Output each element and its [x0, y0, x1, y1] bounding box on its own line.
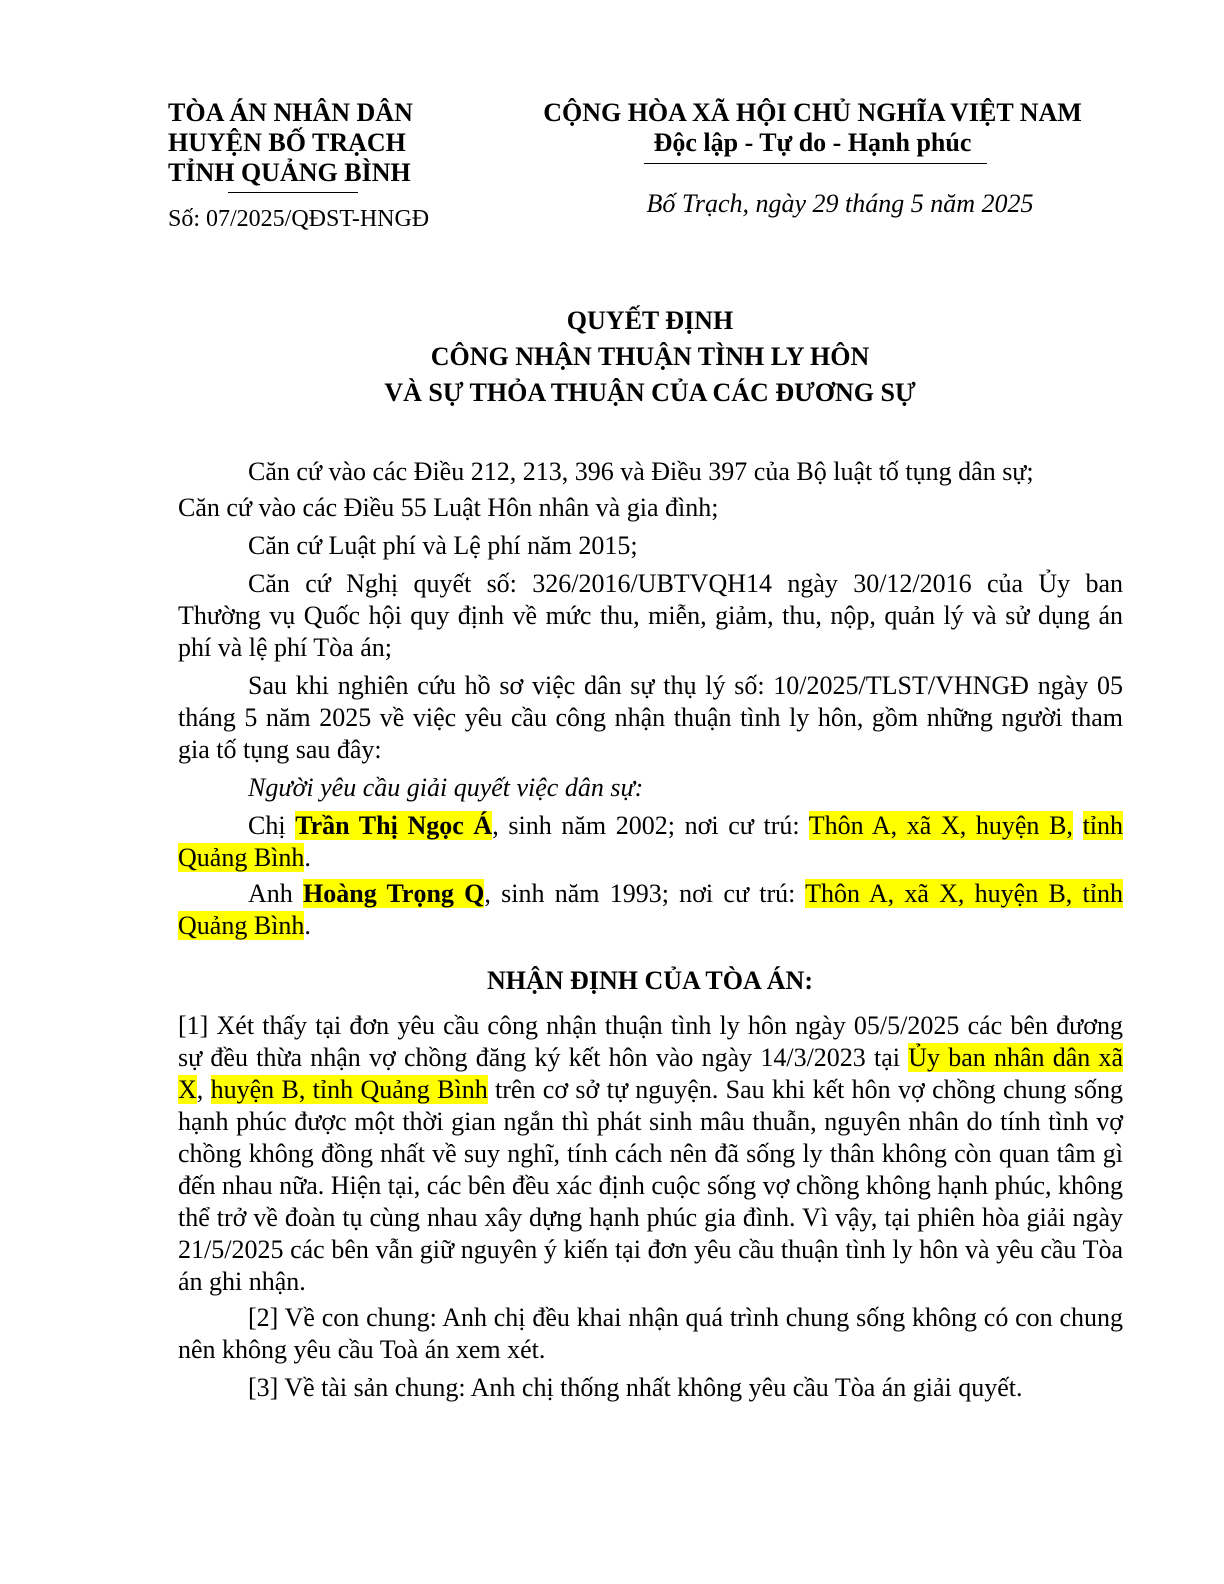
husband-name: Hoàng Trọng Q [303, 879, 485, 908]
court-name-line2: HUYỆN BỐ TRẠCH [168, 128, 406, 157]
court-underline [228, 192, 358, 193]
husband-end: . [304, 911, 311, 940]
decision-number: Số: 07/2025/QĐST-HNGĐ [168, 206, 430, 232]
wife-details: , sinh năm 2002; nơi cư trú: [492, 811, 809, 840]
basis-paragraph-2: Căn cứ vào các Điều 55 Luật Hôn nhân và gia đình; [178, 493, 719, 522]
court-name-line1: TÒA ÁN NHÂN DÂN [168, 98, 413, 127]
place-date: Bố Trạch, ngày 29 tháng 5 năm 2025 [646, 189, 1034, 218]
wife-end: . [304, 843, 311, 872]
decision-subtitle-line2: VÀ SỰ THỎA THUẬN CỦA CÁC ĐƯƠNG SỰ [384, 378, 916, 407]
husband-details: , sinh năm 1993; nơi cư trú: [484, 879, 806, 908]
husband-address-part2: Quảng Bình [178, 911, 305, 940]
finding-2: [2] Về con chung: Anh chị đều khai nhận quá trình chung sống không có con chung nên không yêu cầu Toà án xem xét. [178, 1303, 1123, 1364]
finding-1-text-b: trên cơ sở tự nguyện. Sau khi kết hôn vợ chồng chung sống hạnh phúc được một thời gian ngắn thì phát sinh mâu thuẫn, nguyên nhân do tính tình vợ chồng không đồng nhất về suy nghĩ, tính cách nên đã sống ly thân không còn quan tâm gì đến nhau nữa. Hiện tại, các bên đều xác định cuộc sống vợ chồng không hạnh phúc, không thể trở về đoàn tụ cùng nhau xây dựng hạnh phúc gia đình. Vì vậy, tại phiên hòa giải ngày 21/5/2025 các bên vẫn giữ nguyên ý kiến tại đơn yêu cầu thuận tình ly hôn và yêu cầu Tòa án ghi nhận. [178, 1075, 1123, 1296]
basis-paragraph-3: Căn cứ Luật phí và Lệ phí năm 2015; [248, 531, 638, 560]
decision-title: QUYẾT ĐỊNH [566, 306, 734, 335]
motto-underline [644, 163, 987, 164]
section-heading: NHẬN ĐỊNH CỦA TÒA ÁN: [487, 966, 813, 995]
basis-paragraph-4: Căn cứ Nghị quyết số: 326/2016/UBTVQH14 ngày 30/12/2016 của Ủy ban Thường vụ Quốc hội quy định về mức thu, miễn, giảm, thu, nộp, quản lý và sử dụng án phí và lệ phí Tòa án; [178, 569, 1123, 662]
finding-1-comma: , [196, 1075, 211, 1104]
nation-motto: Độc lập - Tự do - Hạnh phúc [653, 128, 972, 157]
wife-address-part1: Thôn A, xã X, huyện B, [808, 811, 1073, 840]
husband-prefix: Anh [248, 879, 304, 908]
finding-3: [3] Về tài sản chung: Anh chị thống nhất không yêu cầu Tòa án giải quyết. [248, 1373, 1023, 1402]
finding-1-text-a: [1] Xét thấy tại đơn yêu cầu công nhận thuận tình ly hôn ngày 05/5/2025 các bên đương sự đều thừa nhận vợ chồng đăng ký kết hôn vào ngày 14/3/2023 tại [178, 1011, 1123, 1072]
requester-heading: Người yêu cầu giải quyết việc dân sự: [248, 773, 644, 802]
wife-name: Trần Thị Ngọc Á [295, 811, 493, 840]
party-wife [178, 810, 1123, 874]
decision-subtitle-line1: CÔNG NHẬN THUẬN TÌNH LY HÔN [430, 342, 870, 371]
finding-1-highlight-1: Ủy ban nhân dân xã X [178, 1043, 1123, 1104]
basis-paragraph-5: Sau khi nghiên cứu hồ sơ việc dân sự thụ lý số: 10/2025/TLST/VHNGĐ ngày 05 tháng 5 năm 2025 về việc yêu cầu công nhận thuận tình ly hôn, gồm những người tham gia tố tụng sau đây: [178, 671, 1123, 764]
finding-1 [178, 1010, 1123, 1298]
party-husband [178, 878, 1123, 942]
wife-prefix: Chị [248, 811, 296, 840]
husband-address-part1: Thôn A, xã X, huyện B, tỉnh [805, 879, 1123, 908]
basis-paragraph-1: Căn cứ vào các Điều 212, 213, 396 và Điều 397 của Bộ luật tố tụng dân sự; [248, 457, 1034, 486]
finding-1-highlight-2: huyện B, tỉnh Quảng Bình [210, 1075, 488, 1104]
court-name-line3: TỈNH QUẢNG BÌNH [168, 158, 411, 187]
nation-title: CỘNG HÒA XÃ HỘI CHỦ NGHĨA VIỆT NAM [543, 98, 1082, 127]
wife-address-part2: tỉnh Quảng Bình [178, 811, 1124, 872]
